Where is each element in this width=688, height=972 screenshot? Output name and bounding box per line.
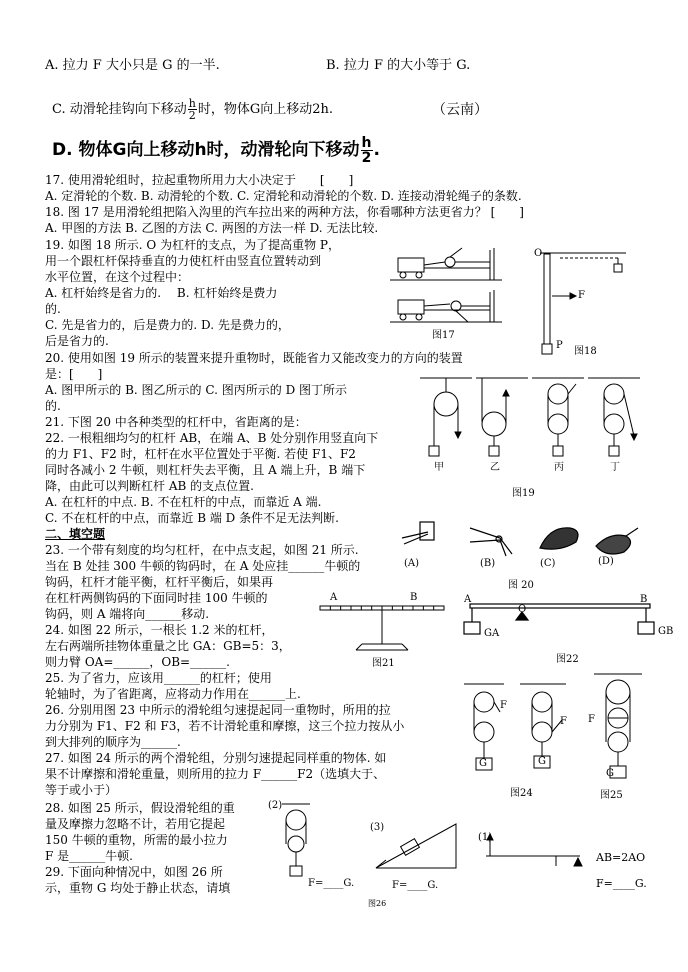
figure-17 xyxy=(390,240,520,340)
q19-line: 水平位置，在这个过程中： xyxy=(45,270,190,284)
figure-21 xyxy=(318,596,448,656)
q24-line: 则力臂 OA=______，OB=______. xyxy=(45,655,230,669)
fraction-h-over-2-d xyxy=(361,136,373,165)
fig24-caption: 图24 xyxy=(510,788,533,799)
fig22-GA: GA xyxy=(484,628,500,639)
figure-18 xyxy=(530,248,630,358)
q23-line: 钩码，则 A 端将向______移动. xyxy=(45,607,210,621)
fig26-caption: 图26 xyxy=(368,899,387,908)
section-title: 二、填空题 xyxy=(45,527,106,541)
q28-line: 量及摩擦力忽略不计，若用它提起 xyxy=(45,817,226,831)
frac-den-d: 2 xyxy=(361,149,372,166)
source-tag: （云南） xyxy=(432,102,488,118)
q19-line: 19. 如图 18 所示. O 为杠杆的支点，为了提高重物 P， xyxy=(45,238,340,252)
q19-line: 后是省力的. xyxy=(45,334,109,348)
option-c-text-post: 时，物体G向上移动2h. xyxy=(197,102,334,117)
q24-line: 24. 如图 22 所示，一根长 1.2 米的杠杆， xyxy=(45,623,274,637)
q26-line: 力分别为 F1、F2 和 F3，若不计滑轮重和摩擦，这三个拉力按从小 xyxy=(45,719,405,733)
option-c-top xyxy=(52,95,333,125)
fig21-A: A xyxy=(330,592,338,603)
q28-line: 28. 如图 25 所示，假设滑轮组的重 xyxy=(45,801,235,815)
fig25-F: F xyxy=(588,714,595,725)
q23-line: 当在 B 处挂 300 牛顿的钩码时，在 A 处应挂______牛顿的 xyxy=(45,559,361,573)
q19-line: C. 先是省力的，后是费力的. D. 先是费力的， xyxy=(45,318,290,332)
option-d-end: . xyxy=(373,140,380,160)
option-c-text: C. 动滑轮挂钩向下移动 xyxy=(52,102,187,117)
q29-line: 示，重物 G 均处于静止状态，请填 xyxy=(45,881,231,895)
q27-line: 等于或小于） xyxy=(45,783,118,797)
fig22-A: A xyxy=(464,594,472,605)
q28-line: F 是______牛顿. xyxy=(45,849,133,863)
fig19-label-yi: 乙 xyxy=(490,462,500,473)
q26-line: 26. 分别用图 23 中所示的滑轮组匀速提起同一重物时，所用的拉 xyxy=(45,703,391,717)
option-a-top: A. 拉力 F 大小只是 G 的一半. xyxy=(45,58,220,73)
fig21-B: B xyxy=(410,592,418,603)
q22-line: 的力 F1、F2 时，杠杆在水平位置处于平衡. 若使 F1、F2 xyxy=(45,447,356,461)
figure-26-part1 xyxy=(476,832,586,872)
q23-line: 23. 一个带有刻度的均匀杠杆，在中点支起，如图 21 所示. xyxy=(45,543,359,557)
q22-line: A. 在杠杆的中点. B. 不在杠杆的中点，而靠近 A 端. xyxy=(45,495,322,509)
q23-line: 钩码，杠杆才能平衡，杠杆平衡后，如果再 xyxy=(45,575,274,589)
fig19-caption: 图19 xyxy=(512,488,535,499)
q21: 21. 下图 20 中各种类型的杠杆中，省距离的是： xyxy=(45,415,307,429)
fig24-F: F xyxy=(500,700,507,711)
q18-stem: 18. 图 17 是用滑轮组把陷入沟里的汽车拉出来的两种方法，你看哪种方法更省力？ [ ] xyxy=(45,205,524,219)
fig21-caption: 图21 xyxy=(372,658,395,669)
fig26-p2: (2) xyxy=(268,800,283,811)
fig22-O: O xyxy=(518,604,527,615)
figure-26-part2 xyxy=(276,800,316,886)
q25-line: 25. 为了省力，应该用______的杠杆；使用 xyxy=(45,671,272,685)
fig20-label-a: (A) xyxy=(404,558,420,569)
q25-line: 轮轴时，为了省距离，应将动力作用在______上. xyxy=(45,687,301,701)
q24-line: 左右两端所挂物体重量之比 GA：GB=5：3， xyxy=(45,639,291,653)
fig20-caption: 图 20 xyxy=(508,580,534,591)
figure-24 xyxy=(462,680,572,790)
fig20-label-c: (C) xyxy=(540,558,556,569)
fig24-G1: G xyxy=(479,758,487,769)
fig18-O: O xyxy=(534,248,543,259)
fig18-P: P xyxy=(556,340,563,351)
frac-num: h xyxy=(188,97,196,110)
fig19-label-bing: 丙 xyxy=(554,462,564,473)
frac-den: 2 xyxy=(188,109,196,122)
fig20-label-d: (D) xyxy=(598,556,614,567)
q23-line: 在杠杆两侧钩码的下面同时挂 100 牛顿的 xyxy=(45,591,268,605)
fig24-F2: F xyxy=(560,716,567,727)
fig25-caption: 图25 xyxy=(600,790,623,801)
fig22-caption: 图22 xyxy=(556,654,579,665)
fig26-p1: (1) xyxy=(478,832,493,843)
option-b-top: B. 拉力 F 的大小等于 G. xyxy=(326,58,471,73)
q20-line: 的. xyxy=(45,399,61,413)
q22-line: 降，由此可以判断杠杆 AB 的支点位置. xyxy=(45,479,254,493)
fig17-caption: 图17 xyxy=(432,330,455,341)
q26-line: 到大排列的顺序为______. xyxy=(45,735,181,749)
figure-19 xyxy=(420,374,640,474)
figure-25 xyxy=(588,670,648,790)
q22-line: 22. 一根粗细均匀的杠杆 AB，在端 A、B 处分别作用竖直向下 xyxy=(45,431,379,445)
fig26-F3: F=____G. xyxy=(392,880,439,891)
fig26-F1: F=____G. xyxy=(596,877,647,890)
fig18-F: F xyxy=(578,290,585,301)
frac-num-d: h xyxy=(361,134,372,151)
option-d-top xyxy=(52,134,380,166)
fig26-F2: F=____G. xyxy=(308,878,355,889)
q17-options: A. 定滑轮的个数. B. 动滑轮的个数. C. 定滑轮和动滑轮的个数. D. 连接动滑轮绳子的条数. xyxy=(45,189,522,203)
fraction-h-over-2 xyxy=(188,98,197,121)
q19-line: A. 杠杆始终是省力的. B. 杠杆始终是费力 xyxy=(45,286,278,300)
fig22-GB: GB xyxy=(658,626,674,637)
fig20-label-b: (B) xyxy=(480,558,496,569)
q19-line: 的. xyxy=(45,302,61,316)
fig19-label-jia: 甲 xyxy=(434,462,444,473)
option-d-text: D. 物体G向上移动h时，动滑轮向下移动 xyxy=(52,140,360,160)
fig25-G: G xyxy=(606,768,614,779)
q20-line: 20. 使用如图 19 所示的装置来提升重物时，既能省力又能改变力的方向的装置 xyxy=(45,351,463,365)
fig26-p3: (3) xyxy=(370,822,385,833)
q19-line: 用一个跟杠杆保持垂直的力使杠杆由竖直位置转动到 xyxy=(45,254,322,268)
q22-line: C. 不在杠杆的中点，而靠近 B 端 D 条件不足无法判断. xyxy=(45,511,339,525)
fig18-caption: 图18 xyxy=(574,346,597,357)
q20-line: 是：[ ] xyxy=(45,367,103,381)
q27-line: 果不计摩擦和滑轮重量，则所用的拉力 F______F2（选填大于、 xyxy=(45,767,386,781)
q22-line: 同时各减小 2 牛顿，则杠杆失去平衡，且 A 端上升，B 端下 xyxy=(45,463,366,477)
fig22-B: B xyxy=(640,594,648,605)
q18-options: A. 甲图的方法 B. 乙图的方法 C. 两图的方法一样 D. 无法比较. xyxy=(45,221,379,235)
q29-line: 29. 下面向种情况中，如图 26 所 xyxy=(45,865,223,879)
q20-line: A. 图甲所示的 B. 图乙所示的 C. 图丙所示的 D 图丁所示 xyxy=(45,383,348,397)
fig19-label-ding: 丁 xyxy=(610,462,620,473)
fig24-G2: G xyxy=(538,756,546,767)
q27-line: 27. 如图 24 所示的两个滑轮组，分别匀速提起同样重的物体. 如 xyxy=(45,751,387,765)
q17-stem: 17. 使用滑轮组时，拉起重物所用力大小决定于 [ ] xyxy=(45,173,354,187)
q28-line: 150 牛顿的重物，所需的最小拉力 xyxy=(45,833,228,847)
figure-22 xyxy=(460,600,660,648)
fig26-ratio: AB=2AO xyxy=(596,851,646,864)
